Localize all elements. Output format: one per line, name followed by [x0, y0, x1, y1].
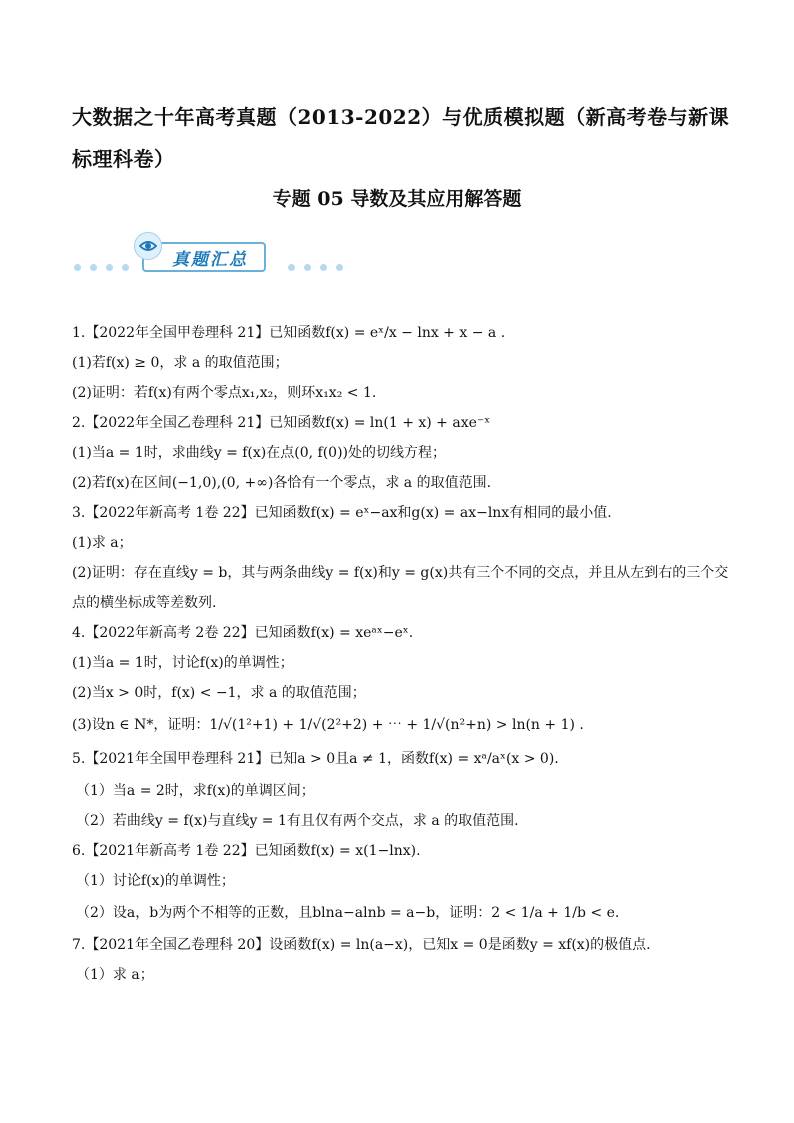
title-line-1: 大数据之十年高考真题（2013-2022）与优质模拟题（新高考卷与新课	[72, 105, 730, 129]
problem-2-part-1: (1)当a = 1时，求曲线y = f(x)在点(0, f(0))处的切线方程；	[72, 445, 447, 461]
problem-1-part-2: (2)证明：若f(x)有两个零点x₁,x₂，则环x₁x₂ < 1.	[72, 385, 377, 401]
problem-3-part-2: (2)证明：存在直线y = b，其与两条曲线y = f(x)和y = g(x)共有三个不同的交点，并且从左到右的三个交	[72, 565, 729, 581]
problem-5-part-1: （1）当a = 2时，求f(x)的单调区间；	[76, 783, 315, 799]
problem-3-statement: 3.【2022年新高考 1卷 22】已知函数f(x) = eˣ−ax和g(x) = ax−lnx有相同的最小值.	[72, 505, 612, 521]
eye-icon	[134, 232, 162, 260]
problem-7-statement: 7.【2021年全国乙卷理科 20】设函数f(x) = ln(a−x)，已知x = 0是函数y = xf(x)的极值点.	[72, 937, 651, 953]
problem-3-part-2-cont: 点的横坐标成等差数列.	[72, 595, 217, 611]
problem-5-part-2: （2）若曲线y = f(x)与直线y = 1有且仅有两个交点，求 a 的取值范围.	[76, 813, 519, 829]
section-banner	[70, 230, 360, 278]
problem-6-part-1: （1）讨论f(x)的单调性；	[76, 873, 235, 889]
problem-1-part-1: (1)若f(x) ≥ 0，求 a 的取值范围；	[72, 355, 289, 371]
problem-6-statement: 6.【2021年新高考 1卷 22】已知函数f(x) = x(1−lnx).	[72, 843, 421, 859]
problem-5-statement: 5.【2021年全国甲卷理科 21】已知a > 0且a ≠ 1，函数f(x) = xᵃ/aˣ(x > 0).	[72, 751, 559, 767]
problem-7-part-1: （1）求 a；	[76, 967, 154, 983]
problem-list	[72, 318, 732, 990]
problem-2-statement: 2.【2022年全国乙卷理科 21】已知函数f(x) = ln(1 + x) + axe⁻ˣ	[72, 415, 491, 431]
problem-2-part-2: (2)若f(x)在区间(−1,0),(0, +∞)各恰有一个零点，求 a 的取值范围.	[72, 475, 492, 491]
problem-4-part-3: (3)设n ∈ N*，证明：1/√(1²+1) + 1/√(2²+2) + ⋯ + 1/√(n²+n) > ln(n + 1) .	[72, 717, 584, 733]
problem-1-statement: 1.【2022年全国甲卷理科 21】已知函数f(x) = eˣ/x − lnx + x − a .	[72, 325, 506, 341]
problem-4-part-2: (2)当x > 0时，f(x) < −1，求 a 的取值范围；	[72, 685, 366, 701]
problem-4-part-1: (1)当a = 1时，讨论f(x)的单调性；	[72, 655, 294, 671]
banner-label: 真题汇总	[172, 250, 248, 270]
problem-4-statement: 4.【2022年新高考 2卷 22】已知函数f(x) = xeᵃˣ−eˣ.	[72, 625, 414, 641]
title-line-2: 标理科卷）	[72, 147, 175, 171]
subject-title: 专题 05 导数及其应用解答题	[272, 188, 522, 210]
problem-3-part-1: (1)求 a；	[72, 535, 133, 551]
problem-6-part-2: （2）设a，b为两个不相等的正数，且blna−alnb = a−b，证明：2 < 1/a + 1/b < e.	[76, 905, 620, 921]
document-title	[72, 96, 732, 180]
